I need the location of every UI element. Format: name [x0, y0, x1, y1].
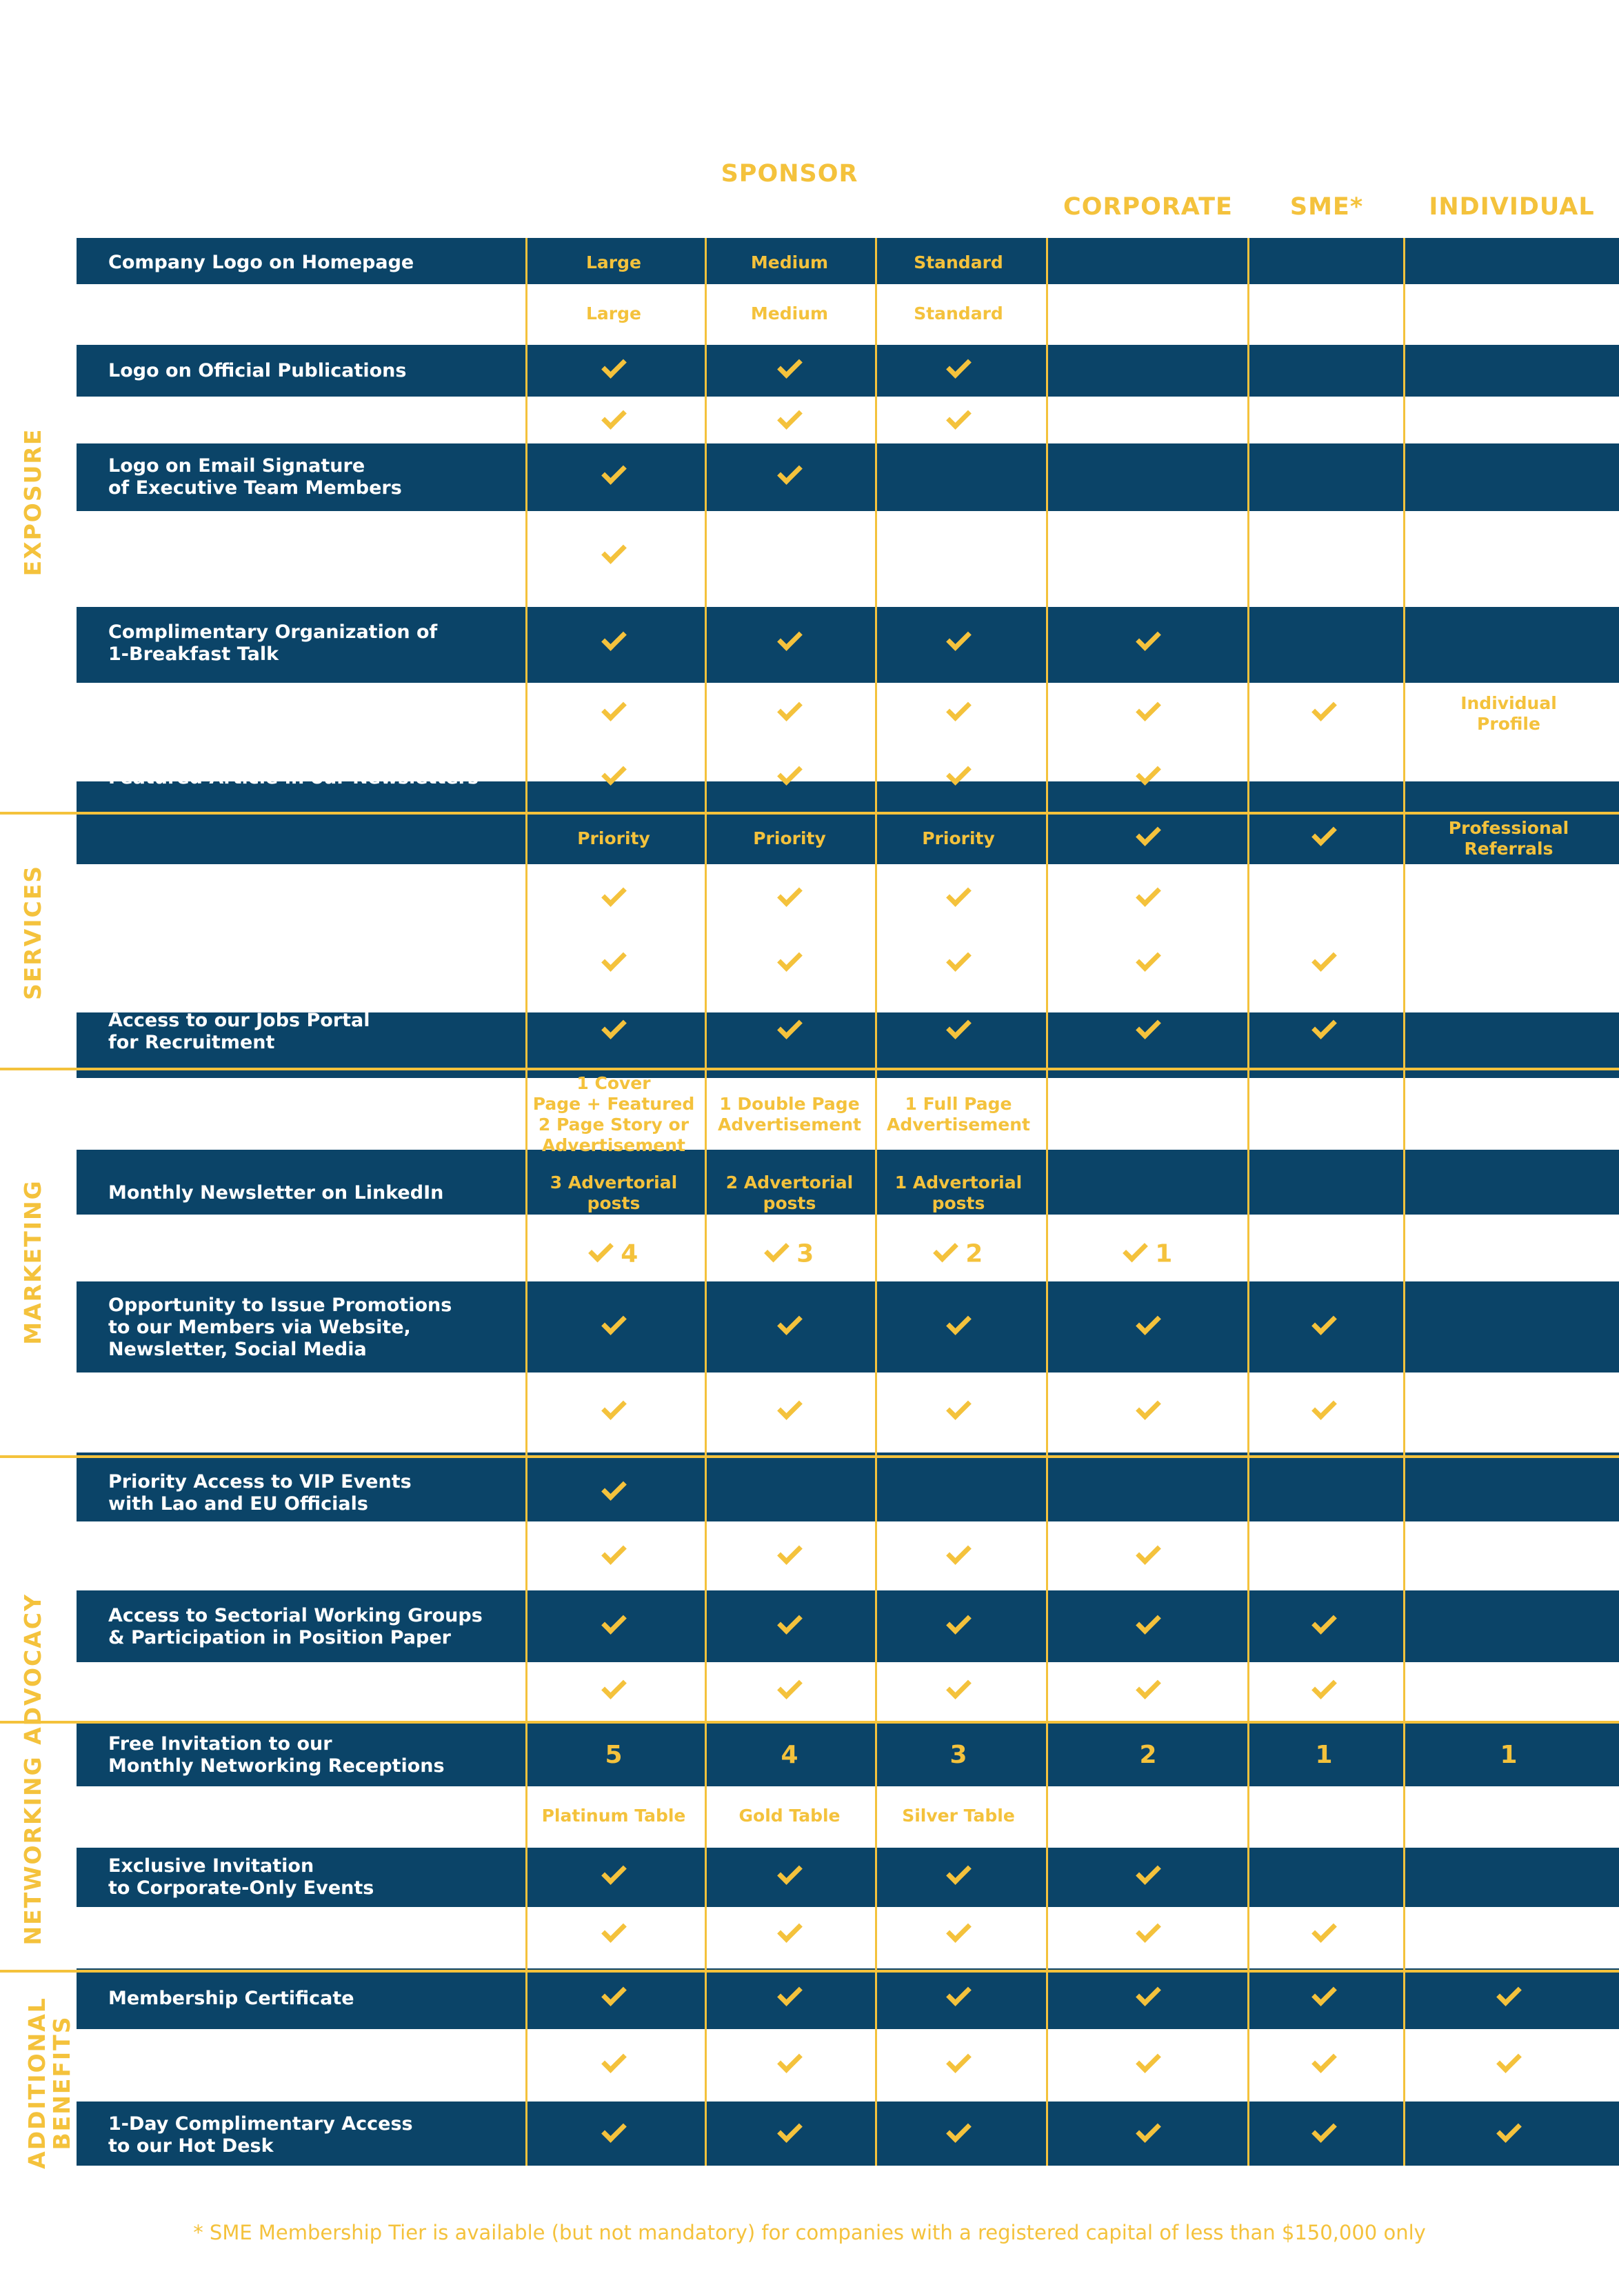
- section-divider: [0, 812, 1619, 815]
- check-icon: [707, 766, 872, 790]
- header-corporate: CORPORATE: [1063, 193, 1233, 221]
- check-icon: [531, 1020, 696, 1044]
- column-divider: [1403, 238, 1405, 2166]
- column-divider: [1247, 238, 1249, 2166]
- check-icon: [1065, 827, 1231, 850]
- check-icon: [531, 1546, 696, 1569]
- check-icon: [1241, 2054, 1407, 2077]
- table-cell: Platinum Table: [541, 1806, 686, 1826]
- row-label: Logo on Email Signature of Executive Team Members: [108, 455, 402, 499]
- row-label: Access to Sectorial Working Groups & Participation in Position Paper: [108, 1605, 483, 1648]
- check-icon: [707, 702, 872, 726]
- check-icon: [531, 545, 696, 568]
- check-icon: [1065, 1316, 1231, 1339]
- row-label: 1-Day Complimentary Access to our Hot Desk: [108, 2113, 413, 2157]
- check-icon: [531, 632, 696, 655]
- check-icon: [1065, 1020, 1231, 1044]
- table-cell: Large: [586, 303, 641, 323]
- check-icon: [531, 2054, 696, 2077]
- header-sponsor: SPONSOR: [721, 160, 858, 188]
- check-icon: [707, 359, 872, 383]
- section-divider: [0, 1068, 1619, 1070]
- check-icon: [531, 766, 696, 790]
- row-label: Featured Article in our Newsletters: [108, 767, 479, 788]
- check-icon: [531, 2124, 696, 2147]
- check-icon: [1065, 888, 1231, 911]
- category-label-exposure: EXPOSURE: [19, 428, 46, 577]
- check-icon: [1065, 702, 1231, 726]
- check-count-cell: 2: [876, 1244, 1041, 1265]
- check-icon: [707, 1546, 872, 1569]
- check-icon: [1241, 1401, 1407, 1424]
- table-cell: 3: [949, 1741, 967, 1769]
- table-cell: 1 Cover Page + Featured 2 Page Story or Advertisement: [532, 1073, 695, 1155]
- check-icon: [707, 2124, 872, 2147]
- check-icon: [1065, 2054, 1231, 2077]
- table-cell: 1 Double Page Advertisement: [718, 1094, 861, 1135]
- check-icon: [1065, 1401, 1231, 1424]
- check-icon: [876, 359, 1041, 383]
- check-icon: [876, 2124, 1041, 2147]
- row-label: Exclusive Invitation to Corporate-Only Events: [108, 1855, 374, 1899]
- table-cell: Standard: [914, 303, 1003, 323]
- check-icon: [707, 952, 872, 976]
- check-icon: [1065, 766, 1231, 790]
- check-icon: [1065, 632, 1231, 655]
- check-icon: [1241, 1987, 1407, 2010]
- check-icon: [876, 1987, 1041, 2010]
- row-label: Priority Access to VIP Events with Lao and EU Officials: [108, 1471, 412, 1515]
- check-icon: [588, 1237, 614, 1263]
- row-label: Company Logo on Homepage: [108, 252, 414, 273]
- check-icon: [1065, 952, 1231, 976]
- check-icon: [1426, 2054, 1591, 2077]
- check-icon: [1065, 1615, 1231, 1639]
- check-icon: [531, 1866, 696, 1889]
- column-divider: [525, 238, 527, 2166]
- check-icon: [1426, 2124, 1591, 2147]
- check-icon: [707, 1401, 872, 1424]
- check-icon: [876, 1546, 1041, 1569]
- table-cell: 1: [1500, 1741, 1518, 1769]
- check-icon: [531, 1680, 696, 1704]
- table-cell: Priority: [577, 828, 650, 848]
- table-cell: 3 Advertorial posts: [550, 1172, 678, 1213]
- table-cell: 5: [605, 1741, 623, 1769]
- check-icon: [531, 1615, 696, 1639]
- category-label-additional-benefits: ADDITIONAL BENEFITS: [23, 1997, 75, 2169]
- table-cell: 2: [1139, 1741, 1157, 1769]
- row-label: Logo on Official Publications: [108, 360, 407, 381]
- check-count-cell: 1: [1065, 1244, 1231, 1265]
- check-icon: [531, 952, 696, 976]
- check-icon: [531, 410, 696, 434]
- header-individual: INDIVIDUAL: [1429, 193, 1595, 221]
- check-icon: [1241, 2124, 1407, 2147]
- table-cell: Medium: [750, 252, 829, 272]
- table-cell: Priority: [922, 828, 995, 848]
- category-label-advocacy: ADVOCACY: [19, 1593, 46, 1745]
- section-divider: [0, 1721, 1619, 1724]
- check-icon: [707, 2054, 872, 2077]
- check-icon: [1241, 1316, 1407, 1339]
- row-label: Arrangement of 5 Member Introductions at our Office: [108, 877, 386, 921]
- check-icon: [876, 1680, 1041, 1704]
- table-cell: Standard: [914, 252, 1003, 272]
- table-cell: Gold Table: [738, 1806, 841, 1826]
- check-icon: [1065, 1987, 1231, 2010]
- check-icon: [1426, 1987, 1591, 2010]
- check-icon: [876, 1401, 1041, 1424]
- row-label: Access to our Jobs Portal for Recruitment: [108, 1010, 370, 1053]
- check-icon: [707, 1924, 872, 1947]
- check-icon: [1241, 827, 1407, 850]
- row-band: [77, 781, 1619, 864]
- check-icon: [1065, 1924, 1231, 1947]
- check-count-cell: 3: [707, 1244, 872, 1265]
- table-cell: Silver Table: [902, 1806, 1015, 1826]
- table-cell: Individual Profile: [1460, 693, 1557, 734]
- row-label: Complimentary Organization of 1-Breakfast Talk: [108, 621, 438, 665]
- check-icon: [876, 1316, 1041, 1339]
- check-icon: [531, 1481, 696, 1505]
- check-icon: [531, 466, 696, 489]
- header-sme: SME*: [1289, 193, 1364, 221]
- check-icon: [876, 766, 1041, 790]
- check-icon: [876, 1866, 1041, 1889]
- check-icon: [1241, 952, 1407, 976]
- check-icon: [1065, 1546, 1231, 1569]
- check-icon: [876, 888, 1041, 911]
- check-icon: [707, 632, 872, 655]
- check-icon: [876, 2054, 1041, 2077]
- check-icon: [531, 1987, 696, 2010]
- check-icon: [764, 1237, 790, 1263]
- check-icon: [1241, 702, 1407, 726]
- check-icon: [531, 1401, 696, 1424]
- check-icon: [1241, 1680, 1407, 1704]
- check-icon: [1065, 1866, 1231, 1889]
- check-icon: [876, 952, 1041, 976]
- check-icon: [876, 632, 1041, 655]
- check-icon: [707, 1020, 872, 1044]
- check-icon: [707, 1316, 872, 1339]
- category-label-marketing: MARKETING: [19, 1179, 46, 1345]
- check-icon: [1065, 2124, 1231, 2147]
- footnote: * SME Membership Tier is available (but not mandatory) for companies with a registered capital of less than $150,000 only: [193, 2221, 1426, 2244]
- check-icon: [1241, 1615, 1407, 1639]
- row-label: Monthly Newsletter on LinkedIn: [108, 1182, 444, 1204]
- check-icon: [531, 888, 696, 911]
- column-divider: [1046, 238, 1048, 2166]
- check-icon: [531, 1924, 696, 1947]
- check-icon: [707, 1615, 872, 1639]
- table-cell: 1: [1315, 1741, 1333, 1769]
- table-cell: 1 Full Page Advertisement: [887, 1094, 1030, 1135]
- row-label: Membership Certificate: [108, 1988, 354, 2009]
- check-icon: [1241, 1020, 1407, 1044]
- check-icon: [933, 1237, 958, 1263]
- check-icon: [1241, 1924, 1407, 1947]
- table-cell: 1 Advertorial posts: [894, 1172, 1023, 1213]
- check-icon: [876, 410, 1041, 434]
- check-icon: [876, 1615, 1041, 1639]
- check-icon: [707, 888, 872, 911]
- row-label: Free Invitation to our Monthly Networking Receptions: [108, 1733, 445, 1777]
- check-icon: [707, 1987, 872, 2010]
- row-label: Opportunity to Issue Promotions to our Members via Website, Newsletter, Social Media: [108, 1295, 452, 1360]
- table-cell: 4: [781, 1741, 798, 1769]
- table-cell: Professional Referrals: [1448, 818, 1569, 859]
- check-icon: [876, 702, 1041, 726]
- check-icon: [531, 359, 696, 383]
- check-icon: [531, 702, 696, 726]
- category-label-services: SERVICES: [19, 864, 46, 1001]
- section-divider: [0, 1970, 1619, 1973]
- table-cell: Priority: [753, 828, 826, 848]
- check-icon: [531, 1316, 696, 1339]
- table-cell: 2 Advertorial posts: [725, 1172, 854, 1213]
- check-icon: [1065, 1680, 1231, 1704]
- check-icon: [876, 1924, 1041, 1947]
- table-cell: Medium: [750, 303, 829, 323]
- check-count-cell: 4: [531, 1244, 696, 1265]
- check-icon: [707, 466, 872, 489]
- check-icon: [876, 1020, 1041, 1044]
- check-icon: [707, 1866, 872, 1889]
- check-icon: [1123, 1237, 1148, 1263]
- check-icon: [707, 410, 872, 434]
- category-label-networking: NETWORKING: [19, 1755, 46, 1946]
- check-icon: [707, 1680, 872, 1704]
- table-cell: Large: [586, 252, 641, 272]
- section-divider: [0, 1455, 1619, 1458]
